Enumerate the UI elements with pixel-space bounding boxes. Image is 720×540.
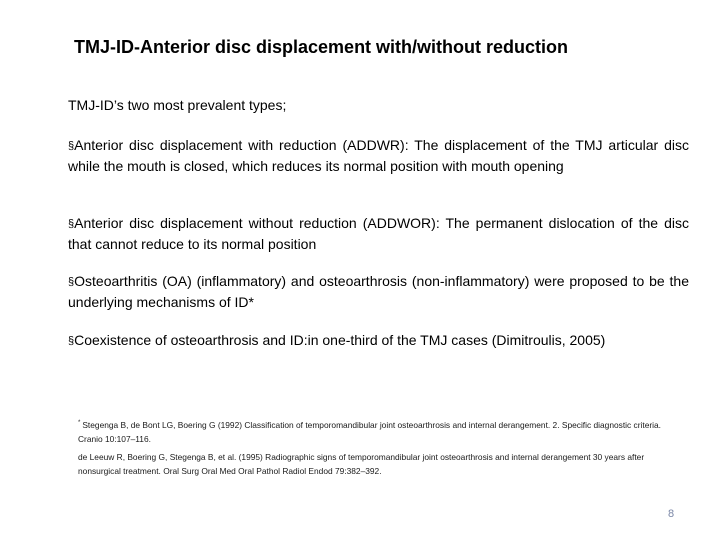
bullet-text: Anterior disc displacement without reduction (ADDWOR): The permanent dislocation of the disc that cannot reduce to its normal position bbox=[68, 215, 689, 252]
bullet-marker: § bbox=[68, 140, 75, 152]
bullet-item bbox=[68, 271, 689, 312]
intro-text: TMJ-ID’s two most prevalent types; bbox=[68, 97, 287, 113]
bullet-text: Osteoarthritis (OA) (inflammatory) and osteoarthrosis (non-inflammatory) were proposed to be the underlying mechanisms of ID* bbox=[68, 273, 689, 310]
bullet-marker: § bbox=[68, 335, 75, 347]
reference-item bbox=[78, 416, 678, 446]
bullet-text: Coexistence of osteoarthrosis and ID:in one-third of the TMJ cases (Dimitroulis, 2005) bbox=[74, 332, 606, 348]
page-number: 8 bbox=[668, 508, 675, 520]
slide-title: TMJ-ID-Anterior disc displacement with/without reduction bbox=[74, 37, 569, 57]
bullet-item bbox=[68, 330, 689, 351]
reference-marker: * bbox=[78, 420, 81, 426]
bullet-text: Anterior disc displacement with reduction (ADDWR): The displacement of the TMJ articular disc while the mouth is closed, which reduces its normal position with mouth opening bbox=[68, 137, 689, 174]
bullet-marker: § bbox=[68, 218, 75, 230]
reference-text: Stegenga B, de Bont LG, Boering G (1992) Classification of temporomandibular joint osteoarthrosis and internal derangement. 2. Specific diagnostic criteria. Cranio 10:107–116. bbox=[78, 420, 662, 444]
reference-text: de Leeuw R, Boering G, Stegenga B, et al. (1995) Radiographic signs of temporomandibular joint osteoarthrosis and internal derangement 30 years after nonsurgical treatment. Oral Surg Oral Med Oral Pathol Radiol Endod 79:382–392. bbox=[78, 452, 645, 476]
reference-item bbox=[78, 450, 678, 478]
bullet-marker: § bbox=[68, 276, 75, 288]
bullet-item bbox=[68, 135, 689, 176]
bullet-item bbox=[68, 213, 689, 254]
